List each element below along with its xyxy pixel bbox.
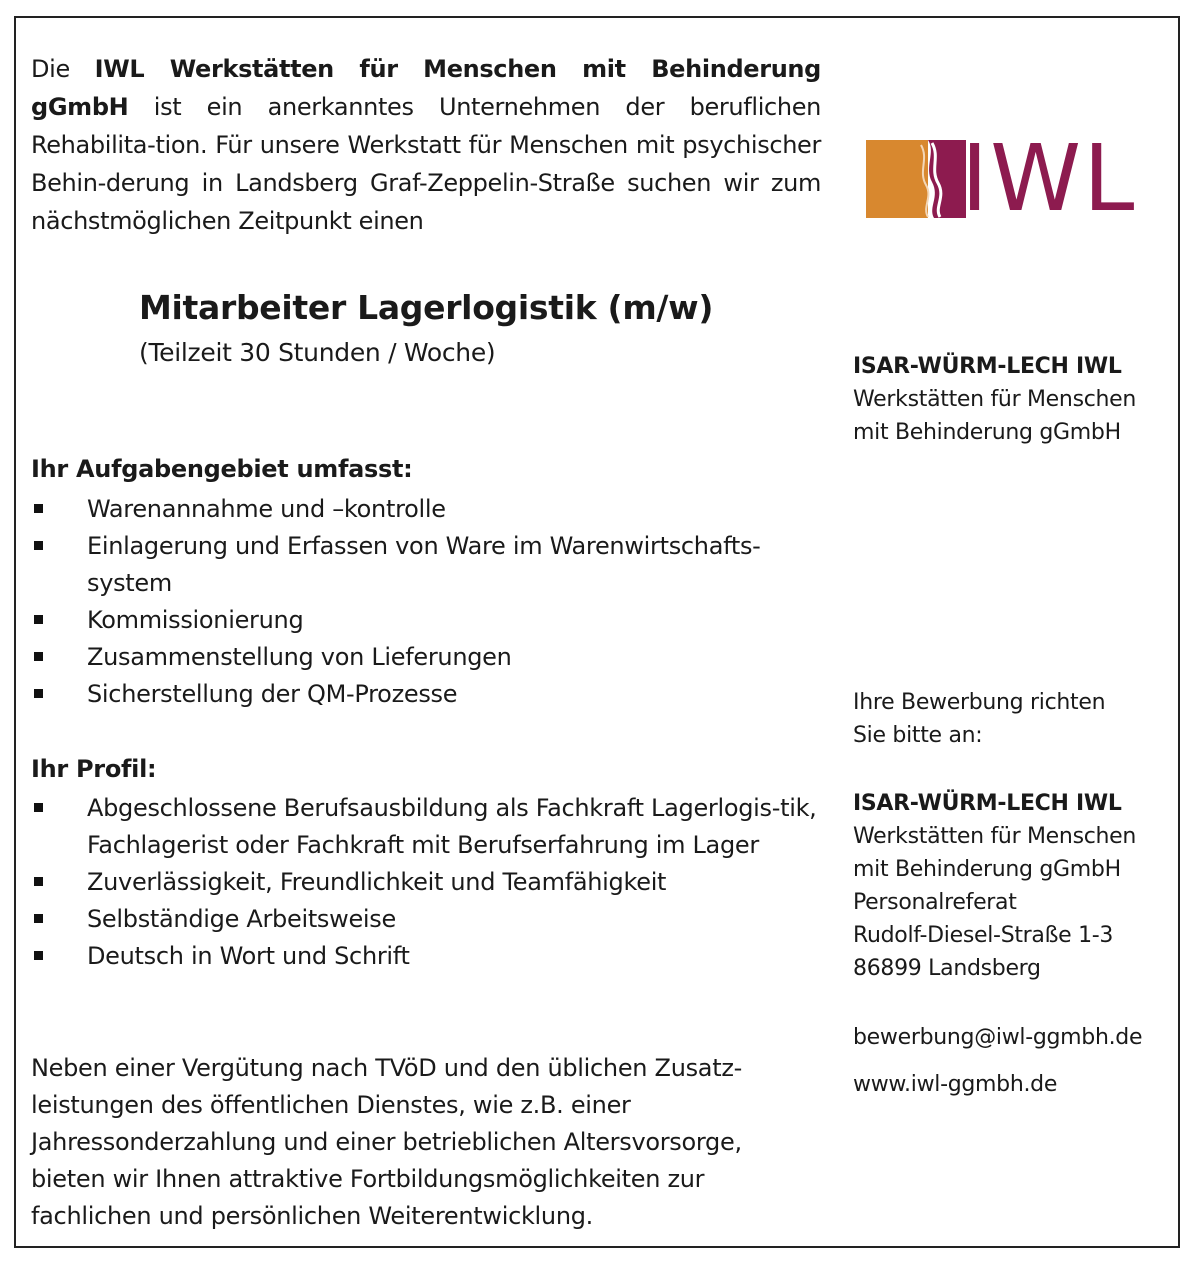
list-item: Abgeschlossene Berufsausbildung als Fachkraft Lagerlogis-tik, Fachlagerist oder Fachkraft mit Berufserfahrung im Lager	[31, 790, 821, 864]
email-link[interactable]: bewerbung@iwl-ggmbh.de	[853, 1025, 1143, 1050]
apply-line: Sie bitte an:	[853, 723, 983, 748]
address-line: Werkstätten für Menschen	[853, 824, 1137, 849]
bullet-icon	[34, 541, 43, 550]
address-line: Personalreferat	[853, 890, 1017, 915]
apply-line: Ihre Bewerbung richten	[853, 690, 1106, 715]
list-item: Zusammenstellung von Lieferungen	[31, 639, 821, 676]
bullet-icon	[34, 652, 43, 661]
list-item: Kommissionierung	[31, 602, 821, 639]
intro-text: ist ein anerkanntes Unternehmen der beruflichen Rehabilita-tion. Für unsere Werkstatt für Menschen mit psychischer Behin-derung in Landsberg Graf-Zeppelin-Straße suchen wir zum nächstmöglichen Zeitpunkt einen	[31, 93, 822, 235]
website-link[interactable]: www.iwl-ggmbh.de	[853, 1072, 1058, 1097]
bullet-icon	[34, 877, 43, 886]
org-name: ISAR-WÜRM-LECH IWL	[853, 354, 1122, 379]
address-line: mit Behinderung gGmbH	[853, 857, 1121, 882]
logo-mark-icon	[866, 137, 966, 220]
iwl-logo	[866, 125, 1137, 232]
outro-paragraph: Neben einer Vergütung nach TVöD und den üblichen Zusatz-leistungen des öffentlichen Dienstes, wie z.B. einer Jahressonderzahlung und einer betrieblichen Altersvorsorge, bieten wir Ihnen attraktive Fortbildungsmöglichkeiten zur fachlichen und persönlichen Weiterentwicklung.	[31, 1054, 742, 1230]
list-item: Warenannahme und –kontrolle	[31, 491, 821, 528]
list-item: Einlagerung und Erfassen von Ware im Warenwirtschafts-system	[31, 528, 821, 602]
bullet-icon	[34, 615, 43, 624]
profile-heading: Ihr Profil:	[31, 755, 157, 783]
bullet-icon	[34, 914, 43, 923]
job-title: Mitarbeiter Lagerlogistik (m/w)	[139, 288, 714, 327]
list-item: Selbständige Arbeitsweise	[31, 901, 821, 938]
job-subtitle: (Teilzeit 30 Stunden / Woche)	[139, 338, 496, 367]
company-name: IWL Werkstätten für Menschen mit Behinderung gGmbH	[31, 55, 821, 121]
address-block	[853, 787, 1173, 985]
bullet-icon	[34, 951, 43, 960]
address-line: Rudolf-Diesel-Straße 1-3	[853, 923, 1114, 948]
list-item: Deutsch in Wort und Schrift	[31, 938, 821, 975]
org-line: Werkstätten für Menschen	[853, 387, 1137, 412]
list-item: Sicherstellung der QM-Prozesse	[31, 676, 821, 713]
tasks-heading: Ihr Aufgabengebiet umfasst:	[31, 455, 413, 483]
bullet-icon	[34, 504, 43, 513]
intro-paragraph	[31, 50, 821, 240]
address-line: 86899 Landsberg	[853, 956, 1041, 981]
intro-prefix: Die	[31, 55, 95, 83]
org-line: mit Behinderung gGmbH	[853, 420, 1121, 445]
org-block	[853, 350, 1173, 449]
intro-block	[31, 50, 821, 240]
list-item: Zuverlässigkeit, Freundlichkeit und Teamfähigkeit	[31, 864, 821, 901]
bullet-icon	[34, 803, 43, 812]
logo-text: IWL	[961, 125, 1137, 232]
bullet-icon	[34, 689, 43, 698]
tasks-list	[31, 491, 821, 713]
profile-list	[31, 790, 821, 975]
apply-block	[853, 686, 1173, 752]
address-name: ISAR-WÜRM-LECH IWL	[853, 791, 1122, 816]
